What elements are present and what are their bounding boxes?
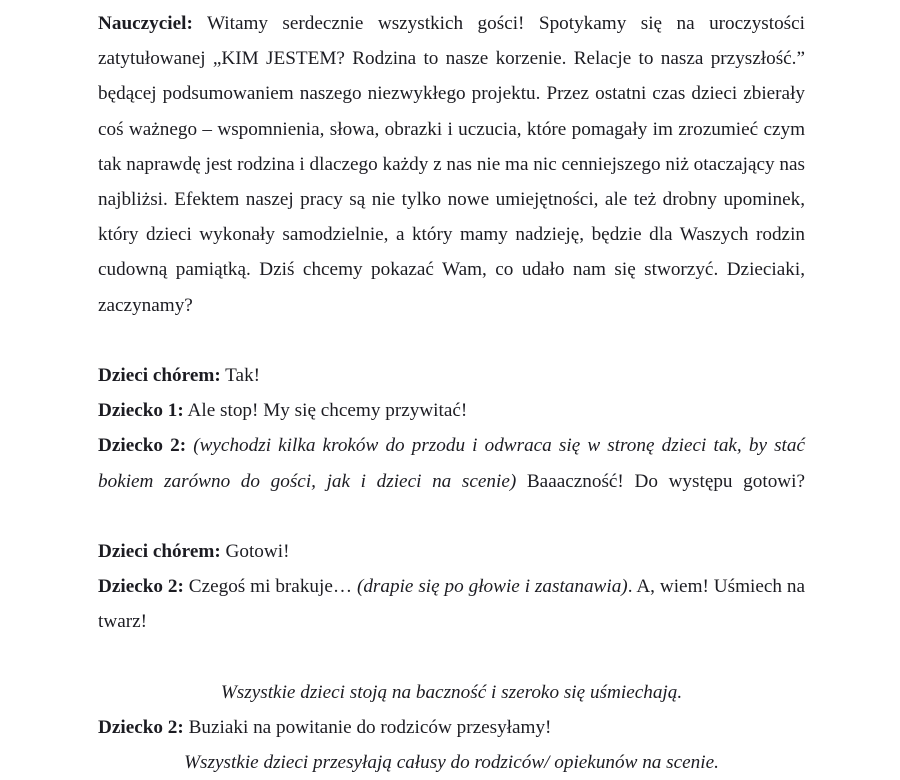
- speaker-label-child-2: Dziecko 2:: [98, 717, 184, 739]
- speech-text: Witamy serdecznie wszystkich gości! Spotykamy się na uroczystości zatytułowanej „KIM JESTEM? Rodzina to nasze korzenie. Relacje to nasza przyszłość.” będącej podsumowaniem naszego niezwykłego projektu. Przez ostatni czas dzieci zbierały coś ważnego – wspomnienia, słowa, obrazki i uczucia, które pomagały im zrozumieć czym tak naprawdę jest rodzina i dlaczego każdy z nas nie ma nic cenniejszego niż otaczający nas najbliżsi. Efektem naszej pracy są nie tylko nowe umiejętności, ale też drobny upominek, który dzieci wykonały samodzielnie, a który mamy nadzieję, będzie dla Waszych rodzin cudowną pamiątką. Dziś chcemy pokazać Wam, co udało nam się stworzyć. Dzieciaki, zaczynamy?: [98, 13, 805, 316]
- speech-text: Gotowi!: [220, 541, 290, 563]
- speaker-label-teacher: Nauczyciel:: [98, 13, 193, 34]
- speaker-label-children-chorus: Dzieci chórem:: [98, 365, 221, 387]
- script-body: [98, 6, 805, 780]
- script-line-child1-stop: [98, 393, 805, 428]
- stage-direction-text: Wszystkie dzieci stoją na baczność i szeroko się uśmiechają.: [220, 681, 683, 703]
- speech-text: Baaaczność! Do występu gotowi?: [516, 470, 805, 492]
- speaker-label-children-chorus: Dzieci chórem:: [98, 541, 221, 563]
- script-line-child2-usmiech: [98, 569, 805, 675]
- speech-text: Buziaki na powitanie do rodziców przesyłamy!: [183, 717, 552, 739]
- speaker-label-child-2: Dziecko 2:: [98, 576, 184, 598]
- stage-direction-text: Wszystkie dzieci przesyłają całusy do rodziców/ opiekunów na scenie.: [184, 752, 719, 774]
- speech-text: Tak!: [220, 365, 261, 387]
- speaker-label-child-1: Dziecko 1:: [98, 400, 184, 422]
- speaker-label-child-2: Dziecko 2:: [98, 435, 187, 457]
- script-line-child2-bacznosc: [98, 428, 805, 534]
- stage-direction-inline: (wychodzi kilka kroków do przodu i odwraca się w stronę dzieci tak, by stać bokiem zarówno do gości, jak i dzieci na scenie): [98, 435, 805, 492]
- stage-direction-smiling: [98, 675, 805, 710]
- stage-direction-inline: (drapie się po głowie i zastanawia): [356, 576, 628, 598]
- speech-text-before: Czegoś mi brakuje…: [183, 576, 357, 598]
- script-line-chorus-tak: [98, 358, 805, 393]
- script-line-chorus-gotowi: [98, 534, 805, 569]
- speech-text-after: . A, wiem! Uśmiech na twarz!: [98, 576, 806, 633]
- speech-text: Ale stop! My się chcemy przywitać!: [183, 400, 468, 422]
- stage-direction-kisses: [98, 745, 805, 780]
- script-line-teacher-opening: [98, 6, 805, 358]
- script-line-child2-buziaki: [98, 710, 805, 745]
